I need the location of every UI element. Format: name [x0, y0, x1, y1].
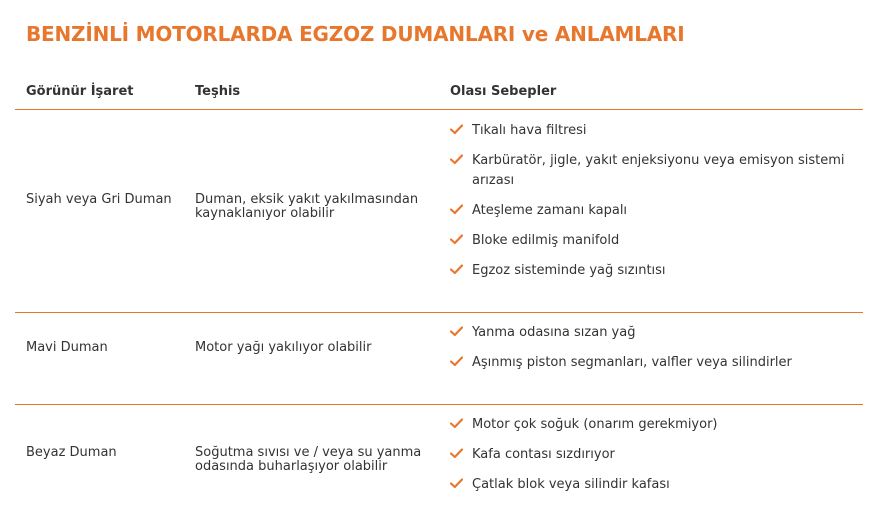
cause-item: Egzoz sisteminde yağ sızıntısı: [450, 261, 855, 281]
check-icon: [450, 154, 463, 165]
check-icon: [450, 418, 463, 429]
table-header: [15, 76, 863, 110]
check-icon: [450, 124, 463, 135]
diagnosis-cell: Duman, eksik yakıt yakılmasından kaynaklanıyor olabilir: [195, 192, 419, 221]
check-icon: [450, 234, 463, 245]
cause-item: Motor çok soğuk (onarım gerekmiyor): [450, 415, 855, 435]
visible-sign-cell: Mavi Duman: [26, 340, 108, 355]
check-icon: [450, 356, 463, 367]
cause-item: Ateşleme zamanı kapalı: [450, 201, 855, 221]
cause-item: Bloke edilmiş manifold: [450, 231, 855, 251]
table-row: [15, 313, 863, 405]
check-icon: [450, 264, 463, 275]
table-row: [15, 110, 863, 313]
check-icon: [450, 478, 463, 489]
page-title: BENZİNLİ MOTORLARDA EGZOZ DUMANLARI ve ANLAMLARI: [26, 22, 685, 46]
causes-list: [450, 121, 855, 291]
cause-item: Aşınmış piston segmanları, valfler veya silindirler: [450, 353, 855, 373]
header-possible-causes: Olası Sebepler: [450, 84, 557, 99]
cause-item: Yanma odasına sızan yağ: [450, 323, 855, 343]
causes-list: [450, 415, 855, 505]
table-row: [15, 405, 863, 520]
cause-item: Karbüratör, jigle, yakıt enjeksiyonu veya emisyon sistemi arızası: [450, 151, 855, 191]
exhaust-smoke-table: [15, 76, 863, 520]
visible-sign-cell: Beyaz Duman: [26, 445, 117, 460]
header-diagnosis: Teşhis: [195, 84, 241, 99]
causes-list: [450, 323, 855, 383]
cause-item: Tıkalı hava filtresi: [450, 121, 855, 141]
check-icon: [450, 448, 463, 459]
cause-item: Kafa contası sızdırıyor: [450, 445, 855, 465]
check-icon: [450, 326, 463, 337]
cause-item: Çatlak blok veya silindir kafası: [450, 475, 855, 495]
header-visible-sign: Görünür İşaret: [26, 84, 134, 99]
visible-sign-cell: Siyah veya Gri Duman: [26, 192, 172, 207]
check-icon: [450, 204, 463, 215]
diagnosis-cell: Soğutma sıvısı ve / veya su yanma odasında buharlaşıyor olabilir: [195, 445, 422, 474]
diagnosis-cell: Motor yağı yakılıyor olabilir: [195, 340, 372, 355]
